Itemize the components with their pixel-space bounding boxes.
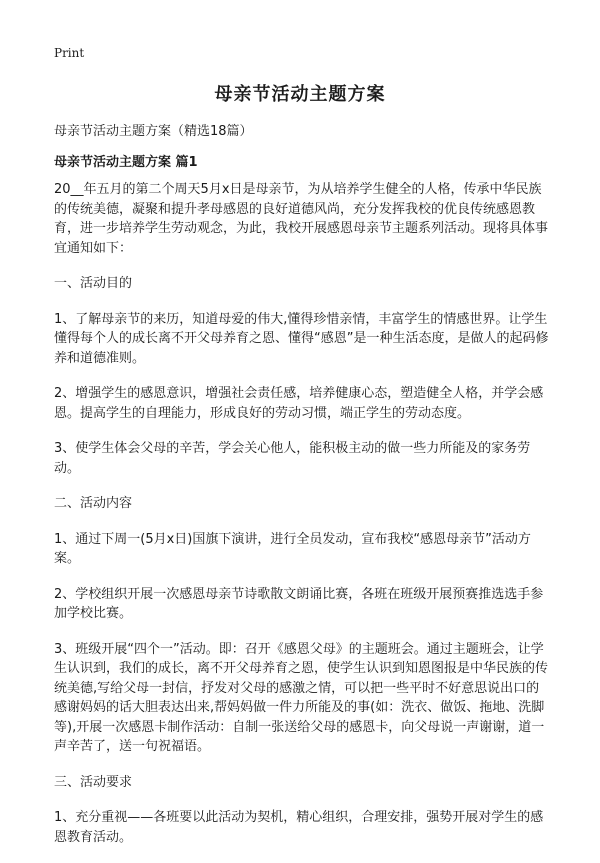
heading-activity-requirements: 三、活动要求 [54,774,133,790]
section-heading: 母亲节活动主题方案 篇1 [54,155,198,170]
purpose-item-2: 2、增强学生的感恩意识，增强社会责任感，培养健康心态，塑造健全人格，并学会感恩。提高学生的自理能力，形成良好的劳动习惯，端正学生的劳动态度。 [54,386,544,421]
document-body [54,180,549,863]
requirement-item-1: 1、充分重视——各班要以此活动为契机，精心组织，合理安排，强势开展对学生的感恩教育活动。 [54,810,544,845]
heading-activity-content: 二、活动内容 [54,496,133,511]
heading-activity-purpose: 一、活动目的 [54,276,133,291]
content-item-3: 3、班级开展“四个一”活动。即：召开《感恩父母》的主题班会。通过主题班会，让学生认识到，我们的成长，离不开父母养育之恩，使学生认识到知恩图报是中华民族的传统美德,写给父母一封信，抒发对父母的感激之情，可以把一些平时不好意思说出口的感谢妈妈的话大胆表达出来,帮妈妈做一件力所能及的事(如：洗衣、做饭、拖地、洗脚等),开展一次感恩卡制作活动：自制一张送给父母的感恩卡，向父母说一声谢谢，道一声辛苦了，送一句祝福语。 [54,641,549,754]
document-subtitle: 母亲节活动主题方案（精选18篇） [54,124,253,139]
purpose-item-1: 1、了解母亲节的来历，知道母爱的伟大,懂得珍惜亲情，丰富学生的情感世界。让学生懂得每个人的成长离不开父母养育之恩、懂得“感恩”是一种生活态度，是做人的起码修养和道德准则。 [54,311,549,366]
content-item-1: 1、通过下周一(5月x日)国旗下演讲，进行全员发动，宣布我校“感恩母亲节”活动方案。 [54,531,531,566]
purpose-item-3: 3、使学生体会父母的辛苦，学会关心他人，能积极主动的做一些力所能及的家务劳动。 [54,441,531,476]
page-title: 母亲节活动主题方案 [214,84,386,105]
intro-paragraph: 20__年五月的第二个周天5月x日是母亲节，为从培养学生健全的人格，传承中华民族的传统美德，凝聚和提升孝母感恩的良好道德风尚，充分发挥我校的优良传统感恩教育，进一步培养学生劳动观念，为此，我校开展感恩母亲节主题系列活动。现将具体事宜通知如下： [54,182,549,256]
print-label[interactable]: Print [54,46,85,60]
content-item-2: 2、学校组织开展一次感恩母亲节诗歌散文朗诵比赛，各班在班级开展预赛推选选手参加学校比赛。 [54,586,544,621]
